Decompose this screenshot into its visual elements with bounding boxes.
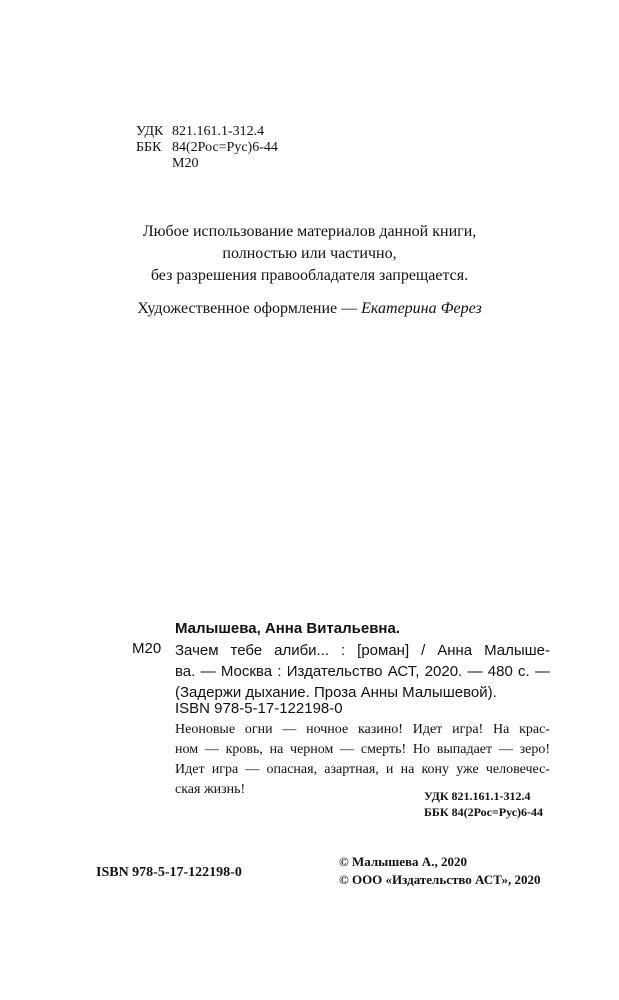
- annotation-line-3: Идет игра — опасная, азартная, и на кону уже человечес-: [175, 762, 550, 777]
- copyright-author: © Малышева А., 2020: [339, 854, 467, 869]
- catalog-codes-small: [424, 788, 543, 820]
- catalog-author: Малышева, Анна Витальевна.: [175, 620, 400, 637]
- copyright-publisher: © ООО «Издательство АСТ», 2020: [339, 872, 541, 887]
- author-mark: М20: [172, 156, 199, 171]
- copyright-block: [339, 853, 541, 889]
- udk-small: УДК 821.161.1-312.4: [424, 789, 531, 803]
- bbk-label: ББК: [136, 140, 162, 155]
- notice-line-1: Любое использование материалов данной книги,: [142, 223, 477, 240]
- desc-line-2: ва. — Москва : Издательство АСТ, 2020. — 480 с. —: [175, 663, 550, 680]
- notice-line-3: без разрешения правообладателя запрещается.: [150, 267, 469, 284]
- bbk-value: 84(2Рос=Рус)6-44: [172, 140, 278, 155]
- bbk-small: ББК 84(2Рос=Рус)6-44: [424, 805, 544, 819]
- design-prefix: Художественное оформление —: [137, 300, 358, 317]
- annotation-line-2: ном — кровь, на черном — смерть! Но выпадает — зеро!: [175, 742, 550, 757]
- classification-codes: [136, 124, 278, 172]
- notice-line-2: полностью или частично,: [222, 245, 397, 262]
- desc-line-3: (Задержи дыхание. Проза Анны Малышевой).: [175, 684, 497, 701]
- catalog-description: [175, 640, 550, 703]
- desc-line-1: Зачем тебе алиби... : [роман] / Анна Малыше-: [175, 642, 550, 659]
- catalog-code: М20: [132, 640, 162, 657]
- udk-row: [136, 124, 278, 140]
- udk-value: 821.161.1-312.4: [172, 124, 265, 139]
- annotation-line-4: ская жизнь!: [175, 782, 246, 797]
- udk-label: УДК: [136, 124, 164, 139]
- bbk-row: [136, 140, 278, 156]
- design-credit: [0, 299, 619, 319]
- design-artist: Екатерина Ферез: [361, 300, 482, 317]
- annotation-line-1: Неоновые огни — ночное казино! Идет игра! На крас-: [175, 722, 550, 737]
- copyright-notice: [0, 221, 619, 287]
- footer-isbn: ISBN 978-5-17-122198-0: [96, 865, 242, 880]
- catalog-isbn: ISBN 978-5-17-122198-0: [175, 700, 343, 717]
